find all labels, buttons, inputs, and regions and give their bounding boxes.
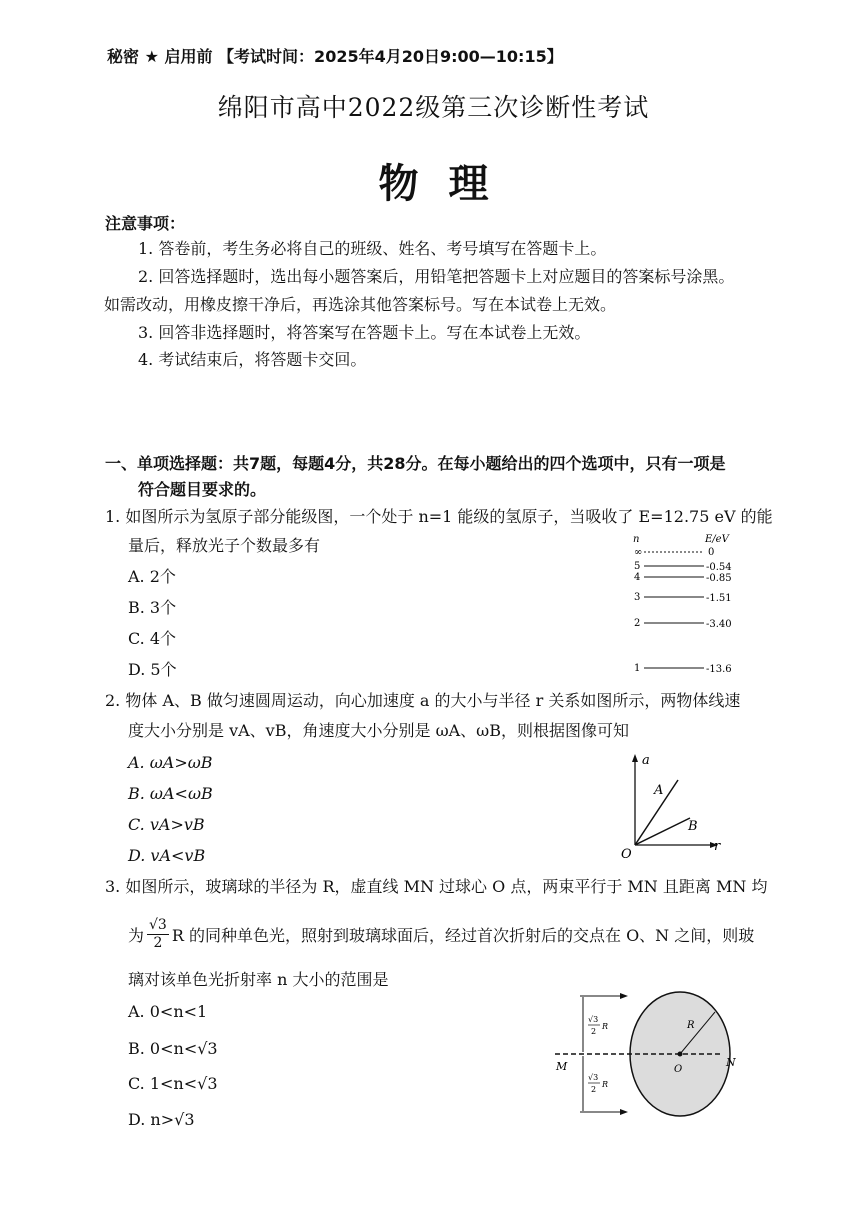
q1-stem-cont: 量后，释放光子个数最多有: [128, 536, 321, 555]
o-label: O: [674, 1064, 683, 1075]
q3-stem-line3: 璃对该单色光折射率 n 大小的范围是: [128, 970, 389, 989]
n-label: N: [726, 1056, 736, 1069]
level-e-5: -0.54: [706, 562, 732, 573]
lower-ray-arrow-icon: [620, 1109, 628, 1115]
level-n-5: 5: [634, 561, 641, 572]
upper-dist-den: 2: [591, 1027, 597, 1036]
lower-dist-num: √3: [588, 1073, 599, 1082]
glass-sphere-diagram: [550, 988, 750, 1123]
r-label: R: [687, 1020, 695, 1031]
level-n-2: 2: [634, 618, 641, 629]
level-e-4: -0.85: [706, 573, 732, 584]
lower-dist-den: 2: [591, 1085, 597, 1094]
notice-item: 3. 回答非选择题时，将答案写在答题卡上。写在本试卷上无效。: [138, 323, 591, 342]
e-axis-label: E/eV: [705, 534, 729, 545]
line-a-label: A: [654, 783, 664, 798]
q3-option-c: C. 1<n<√3: [128, 1074, 218, 1093]
notice-title: 注意事项：: [105, 214, 186, 233]
a-axis-arrow-icon: [632, 754, 638, 762]
lower-dist-unit: R: [602, 1080, 609, 1089]
exam-title: 绵阳市高中2022级第三次诊断性考试: [217, 93, 650, 122]
q2-stem-cont: 度大小分别是 vA、vB，角速度大小分别是 ωA、ωB，则根据图像可知: [128, 721, 629, 740]
q1-option-a: A. 2个: [128, 567, 176, 586]
q2-option-d: D. vA<vB: [128, 846, 206, 865]
q1-option-b: B. 3个: [128, 598, 177, 617]
m-label: M: [556, 1060, 568, 1073]
q3-fraction-den: 2: [153, 934, 163, 951]
q2-option-b: B. ωA<ωB: [128, 784, 213, 803]
upper-dist-unit: R: [602, 1022, 609, 1031]
origin-label: O: [621, 847, 632, 860]
level-e-2: -3.40: [706, 619, 732, 630]
upper-ray-arrow-icon: [620, 993, 628, 999]
q3-stem-prefix: 为: [128, 925, 145, 945]
q3-stem-cont: [128, 910, 754, 958]
level-n-3: 3: [634, 592, 641, 603]
q1-stem: 1. 如图所示为氢原子部分能级图，一个处于 n=1 能级的氢原子，当吸收了 E=12.75 eV 的能: [105, 507, 773, 526]
level-e-inf: 0: [708, 547, 715, 558]
q2-option-a: A. ωA>ωB: [128, 753, 213, 772]
header-note: 秘密 ★ 启用前 【考试时间：2025年4月20日9:00—10:15】: [107, 47, 563, 66]
level-e-1: -13.6: [706, 664, 732, 675]
q3-fraction-num: √3: [149, 916, 167, 933]
q3-option-b: B. 0<n<√3: [128, 1039, 218, 1058]
level-n-4: 4: [634, 572, 641, 583]
q2-stem: 2. 物体 A、B 做匀速圆周运动，向心加速度 a 的大小与半径 r 关系如图所示，两物体线速: [105, 691, 741, 710]
upper-dist-num: √3: [588, 1015, 599, 1024]
q1-option-c: C. 4个: [128, 629, 177, 648]
q2-option-c: C. vA>vB: [128, 815, 205, 834]
notice-item: 如需改动，用橡皮擦干净后，再选涂其他答案标号。写在本试卷上无效。: [104, 295, 617, 314]
notice-item: 2. 回答选择题时，选出每小题答案后，用铅笔把答题卡上对应题目的答案标号涂黑。: [138, 267, 735, 286]
q3-stem: 3. 如图所示，玻璃球的半径为 R，虚直线 MN 过球心 O 点，两束平行于 MN 且距离 MN 均: [105, 877, 768, 896]
a-label: a: [642, 753, 650, 768]
q3-option-a: A. 0<n<1: [128, 1002, 208, 1021]
notice-item: 1. 答卷前，考生务必将自己的班级、姓名、考号填写在答题卡上。: [138, 239, 607, 258]
q3-fraction: [147, 917, 169, 952]
acceleration-radius-graph: [618, 750, 728, 860]
line-b-label: B: [688, 819, 698, 834]
section-heading: 一、单项选择题：共7题，每题4分，共28分。在每小题给出的四个选项中，只有一项是: [105, 454, 726, 473]
energy-level-diagram: [628, 530, 758, 680]
level-n-inf: ∞: [634, 547, 643, 558]
notice-item: 4. 考试结束后，将答题卡交回。: [138, 350, 367, 369]
center-point: [678, 1052, 683, 1057]
level-e-3: -1.51: [706, 593, 732, 604]
n-axis-label: n: [633, 534, 640, 545]
r-label: r: [714, 839, 721, 854]
section-heading-cont: 符合题目要求的。: [138, 480, 267, 499]
subject-title: 物理: [378, 160, 519, 207]
level-n-1: 1: [634, 663, 641, 674]
q1-option-d: D. 5个: [128, 660, 177, 679]
q3-stem-suffix: R 的同种单色光，照射到玻璃球面后，经过首次折射后的交点在 O、N 之间，则玻: [171, 925, 755, 945]
q3-option-d: D. n>√3: [128, 1110, 195, 1129]
